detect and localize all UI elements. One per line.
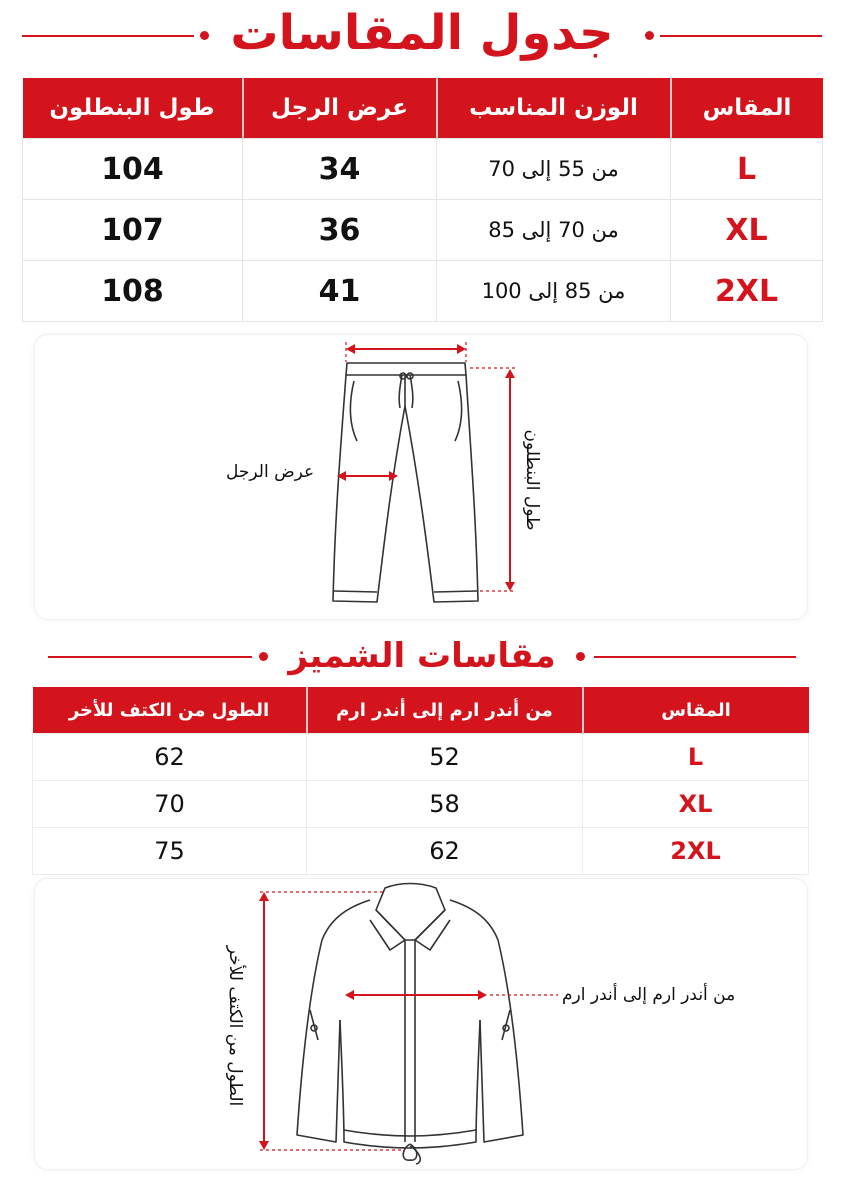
chest-measure-label: من أندر ارم إلى أندر ارم — [562, 985, 736, 1005]
leg-width-label: عرض الرجل — [226, 462, 315, 482]
shirt-title-dot-right — [576, 652, 585, 661]
shirt-length-label: الطول من الكتف للأخر — [225, 945, 245, 1107]
size-cell: XL — [583, 781, 809, 828]
title-rule-right — [660, 35, 822, 37]
weight-cell: من 55 إلى 70 — [437, 139, 671, 200]
chest-cell: 52 — [307, 734, 583, 781]
shirt-illustration — [240, 880, 560, 1170]
header-leg-width: عرض الرجل — [243, 78, 437, 139]
size-cell: XL — [671, 200, 823, 261]
length-cell: 70 — [33, 781, 307, 828]
table-header-row — [33, 687, 809, 734]
chest-cell: 62 — [307, 828, 583, 875]
size-cell: L — [583, 734, 809, 781]
header-length: طول البنطلون — [23, 78, 243, 139]
table-row — [33, 828, 809, 875]
length-cell: 108 — [23, 261, 243, 322]
length-cell: 107 — [23, 200, 243, 261]
weight-cell: من 70 إلى 85 — [437, 200, 671, 261]
table-header-row — [23, 78, 823, 139]
title-dot-right — [645, 31, 654, 40]
pants-length-label: طول البنطلون — [522, 429, 542, 531]
shirt-size-table — [32, 687, 809, 875]
leg-width-cell: 41 — [243, 261, 437, 322]
weight-cell: من 85 إلى 100 — [437, 261, 671, 322]
header-weight: الوزن المناسب — [437, 78, 671, 139]
page-title: جدول المقاسات — [230, 5, 614, 61]
table-row — [23, 139, 823, 200]
leg-width-cell: 34 — [243, 139, 437, 200]
length-cell: 104 — [23, 139, 243, 200]
size-cell: 2XL — [583, 828, 809, 875]
header-size: المقاس — [671, 78, 823, 139]
header-size: المقاس — [583, 687, 809, 734]
header-length: الطول من الكتف للأخر — [33, 687, 307, 734]
shirt-title-rule-right — [594, 656, 796, 658]
length-cell: 75 — [33, 828, 307, 875]
table-row — [23, 200, 823, 261]
table-row — [33, 781, 809, 828]
length-cell: 62 — [33, 734, 307, 781]
pants-size-table — [22, 78, 823, 322]
shirt-section-title: مقاسات الشميز — [288, 636, 556, 676]
table-row — [33, 734, 809, 781]
chest-cell: 58 — [307, 781, 583, 828]
size-cell: 2XL — [671, 261, 823, 322]
header-chest: من أندر ارم إلى أندر ارم — [307, 687, 583, 734]
size-cell: L — [671, 139, 823, 200]
table-row — [23, 261, 823, 322]
leg-width-cell: 36 — [243, 200, 437, 261]
